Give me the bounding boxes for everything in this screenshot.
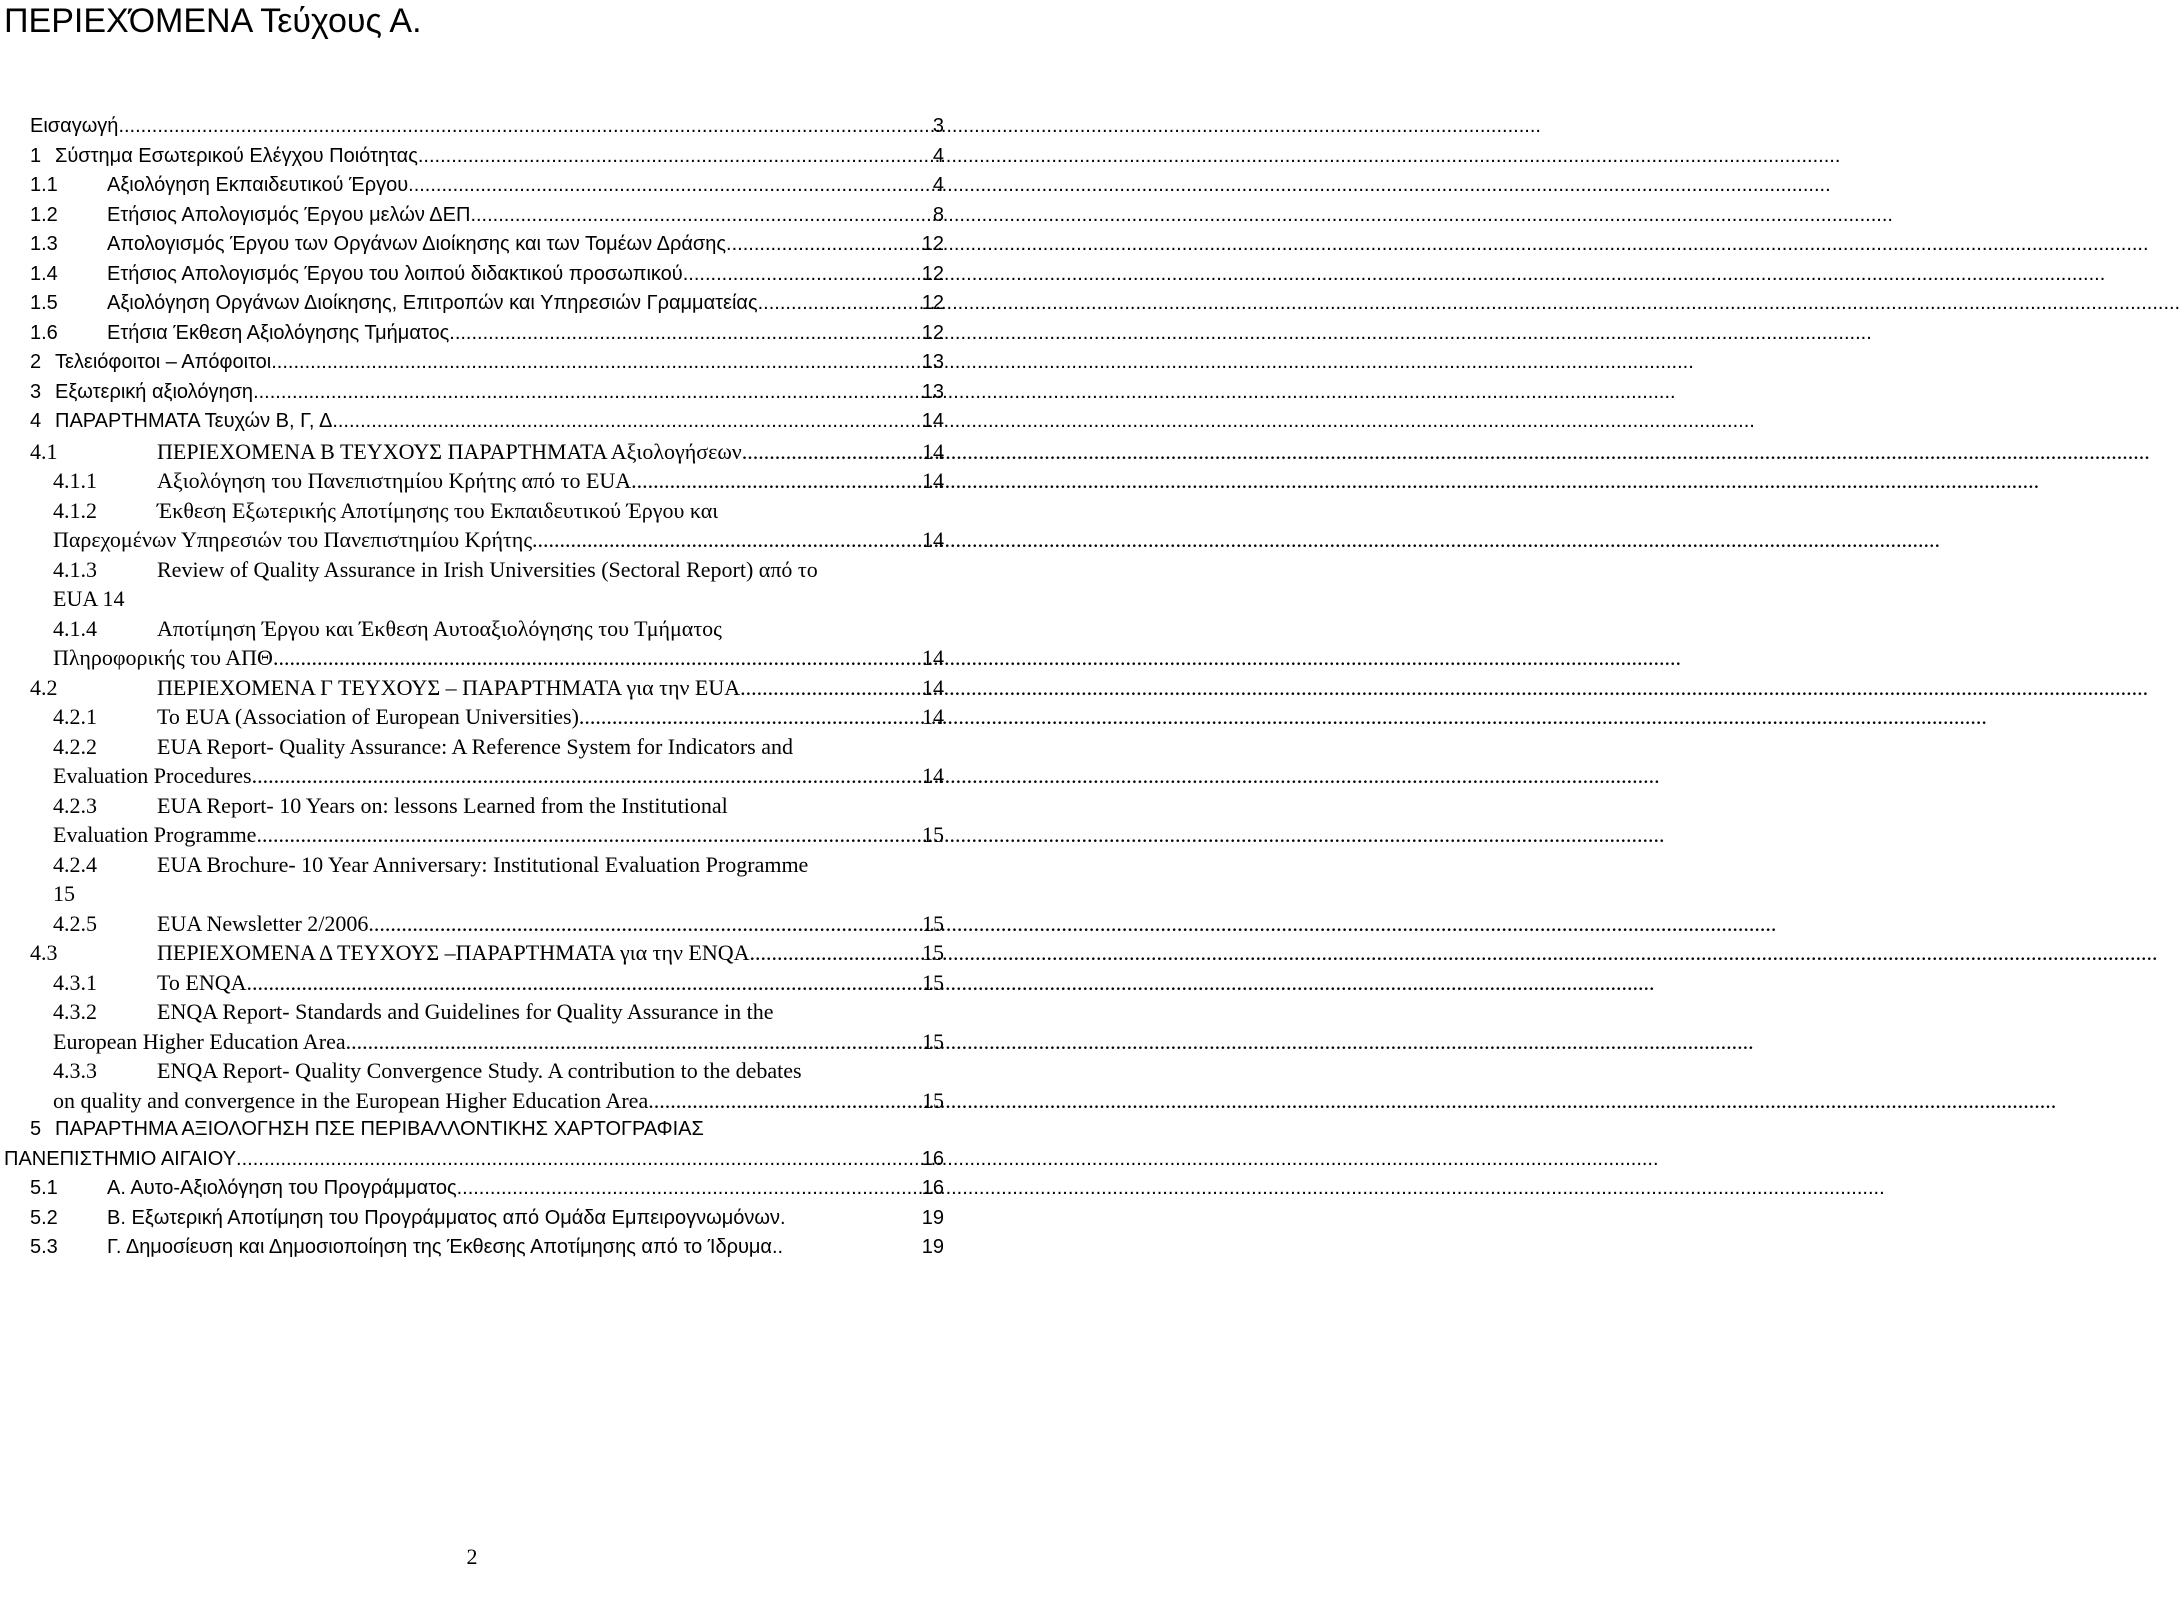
toc-entry-page: 14 xyxy=(922,527,944,552)
toc-dot-leader xyxy=(368,909,920,939)
toc-entry-number: 4.1 xyxy=(30,438,58,464)
toc-dot-leader xyxy=(683,260,920,290)
toc-entry-number: 1.1 xyxy=(30,174,58,196)
toc-entry-title: Γ. Δημοσίευση και Δημοσιοποίηση της Έκθεσης Αποτίμησης από το Ίδρυμα.. xyxy=(107,1236,784,1258)
toc-entry[interactable] xyxy=(0,820,944,850)
toc-entry-title: Review of Quality Assurance in Irish Universities (Sectoral Report) από το xyxy=(157,556,818,582)
toc-dot-leader xyxy=(579,702,920,732)
toc-entry[interactable] xyxy=(0,289,944,319)
toc-dot-leader xyxy=(247,968,920,998)
toc-entry-page: 15 xyxy=(922,940,944,965)
toc-entry-page: 14 xyxy=(922,438,944,464)
toc-dot-leader xyxy=(462,1174,920,1204)
toc-entry[interactable] xyxy=(0,1204,944,1234)
toc-entry-page: 12 xyxy=(921,321,944,344)
toc-entry-page: 14 xyxy=(922,763,944,788)
toc-entry-number: 4.2.1 xyxy=(53,704,97,729)
toc-entry-number: 4.2.3 xyxy=(53,792,97,818)
toc-entry[interactable] xyxy=(0,171,944,201)
toc-entry[interactable] xyxy=(0,1115,944,1145)
toc-entry-page: 19 xyxy=(921,1236,944,1258)
toc-entry-page: 16 xyxy=(921,1177,944,1199)
toc-entry[interactable] xyxy=(0,1174,944,1204)
toc-entry[interactable] xyxy=(0,466,944,496)
toc-entry-title: Απολογισμός Έργου των Οργάνων Διοίκησης και των Τομέων Δράσης xyxy=(107,233,727,255)
toc-entry-number: 4.1.3 xyxy=(53,556,97,582)
toc-entry[interactable] xyxy=(0,1145,944,1175)
toc-entry-number: 1.4 xyxy=(30,262,58,285)
toc-entry-number: 4.3.1 xyxy=(53,969,97,995)
toc-entry-title: Αποτίμηση Έργου και Έκθεση Αυτοαξιολόγησης του Τμήματος xyxy=(157,615,722,641)
toc-entry-number: 1 xyxy=(30,144,42,167)
toc-entry[interactable] xyxy=(0,761,944,791)
toc-entry-title: Τελειόφοιτοι – Απόφοιτοι xyxy=(55,351,272,373)
toc-entry-title: ENQA Report- Standards and Guidelines for Quality Assurance in the xyxy=(157,999,774,1024)
toc-entry-title: ΠΑΝΕΠΙΣΤΗΜΙΟ ΑΙΓΑΙΟΥ xyxy=(4,1147,237,1170)
toc-entry-title: Ετήσια Έκθεση Αξιολόγησης Τμήματος xyxy=(107,321,450,344)
toc-entry-page: 4 xyxy=(932,144,944,167)
toc-entry-number: 4.2 xyxy=(30,674,58,700)
toc-entry[interactable] xyxy=(0,201,944,231)
toc-entry-title: Αξιολόγηση Οργάνων Διοίκησης, Επιτροπών και Υπηρεσιών Γραμματείας xyxy=(107,292,758,314)
toc-entry-page: 12 xyxy=(921,233,944,255)
toc-dot-leader xyxy=(252,761,920,791)
toc-entry[interactable] xyxy=(0,614,944,644)
toc-entry[interactable] xyxy=(0,1027,944,1057)
toc-entry-title: Το ENQA xyxy=(157,969,247,995)
toc-dot-leader xyxy=(758,289,920,319)
toc-entry[interactable] xyxy=(0,850,944,880)
toc-entry-title: ENQA Report- Quality Convergence Study. A contribution to the debates xyxy=(157,1058,802,1083)
toc-entry-title: Ετήσιος Απολογισμός Έργου μελών ΔΕΠ xyxy=(107,203,471,226)
toc-entry-page: 15 xyxy=(922,822,944,847)
toc-entry[interactable] xyxy=(0,112,944,142)
toc-entry-number: 4.1.1 xyxy=(53,468,97,493)
toc-entry-page: 8 xyxy=(932,203,944,226)
toc-entry-number: 1.6 xyxy=(30,321,58,344)
toc-entry-page: 12 xyxy=(921,292,944,314)
toc-entry-number: 4.3.2 xyxy=(53,999,97,1024)
toc-entry-title: Ετήσιος Απολογισμός Έργου του λοιπού διδακτικού προσωπικού xyxy=(107,262,683,285)
toc-entry-number: 5.2 xyxy=(30,1206,58,1229)
toc-dot-leader xyxy=(742,437,920,467)
toc-entry[interactable] xyxy=(0,732,944,762)
toc-entry-number: 4.3 xyxy=(30,940,58,965)
toc-entry-title: ΠΕΡΙΕΧΟΜΕΝΑ Γ ΤΕΥΧΟΥΣ – ΠΑΡΑΡΤΗΜΑΤΑ για την EUA xyxy=(157,674,741,700)
toc-entry-title: EUA 14 xyxy=(53,586,125,611)
toc-entry-title: ΠΕΡΙΕΧΟΜΕΝΑ Δ ΤΕΥΧΟΥΣ –ΠΑΡΑΡΤΗΜΑΤΑ για την ENQA xyxy=(157,940,750,965)
toc-entry[interactable] xyxy=(0,1233,944,1263)
page-number: 2 xyxy=(466,1544,478,1569)
toc-entry-page: 12 xyxy=(921,262,944,285)
toc-entry-number: 2 xyxy=(30,351,42,373)
toc-dot-leader xyxy=(256,820,920,850)
toc-entry-title: Evaluation Procedures xyxy=(53,763,252,788)
toc-dot-leader xyxy=(726,230,920,260)
toc-entry[interactable] xyxy=(0,525,944,555)
toc-entry[interactable] xyxy=(0,437,944,467)
toc-entry-title: Έκθεση Εξωτερικής Αποτίμησης του Εκπαιδευτικού Έργου και xyxy=(157,497,719,523)
toc-dot-leader xyxy=(740,673,920,703)
toc-entry[interactable] xyxy=(0,1056,944,1086)
toc-entry[interactable] xyxy=(0,643,944,673)
toc-entry-title: Β. Εξωτερική Αποτίμηση του Προγράμματος από Ομάδα Εμπειρογνωμόνων. xyxy=(107,1206,786,1229)
toc-entry-title: Evaluation Programme xyxy=(53,822,257,847)
toc-entry-title: Παρεχομένων Υπηρεσιών του Πανεπιστημίου Κρήτης xyxy=(53,527,533,552)
toc-entry-title: Εισαγωγή xyxy=(30,115,119,137)
toc-entry-page: 15 xyxy=(922,910,944,936)
toc-dot-leader xyxy=(118,112,930,142)
toc-entry[interactable] xyxy=(0,378,944,408)
toc-entry-title: EUA Newsletter 2/2006 xyxy=(157,910,369,936)
toc-entry[interactable] xyxy=(0,791,944,821)
toc-entry[interactable] xyxy=(0,702,944,732)
toc-entry-title: EUA Report- 10 Years on: lessons Learned from the Institutional xyxy=(157,792,728,818)
toc-entry[interactable] xyxy=(0,997,944,1027)
toc-entry[interactable] xyxy=(0,909,944,939)
table-of-contents xyxy=(0,112,944,1263)
toc-entry-page: 14 xyxy=(922,645,944,670)
toc-entry-number: 1.2 xyxy=(30,203,58,226)
toc-entry[interactable] xyxy=(0,968,944,998)
toc-entry-title: ΠΕΡΙΕΧΟΜΕΝΑ Β ΤΕΥΧΟΥΣ ΠΑΡΑΡΤΗΜΑΤΑ Αξιολογήσεων xyxy=(157,438,742,464)
toc-dot-leader xyxy=(470,201,930,231)
toc-dot-leader xyxy=(408,171,931,201)
toc-dot-leader xyxy=(253,378,920,408)
toc-entry[interactable] xyxy=(0,230,944,260)
toc-dot-leader xyxy=(631,466,920,496)
toc-entry-page: 15 xyxy=(922,1087,944,1113)
toc-entry-number: 4.1.2 xyxy=(53,497,97,523)
toc-entry-title: Πληροφορικής του ΑΠΘ xyxy=(53,645,273,670)
toc-entry[interactable] xyxy=(0,555,944,585)
toc-entry-number: 3 xyxy=(30,380,42,403)
toc-entry-number: 4.1.4 xyxy=(53,615,97,641)
toc-entry-title: European Higher Education Area xyxy=(53,1028,346,1054)
toc-entry-page: 15 xyxy=(922,969,944,995)
toc-dot-leader xyxy=(449,319,919,349)
toc-entry[interactable] xyxy=(0,584,944,614)
toc-entry[interactable] xyxy=(0,142,944,172)
toc-entry-title: EUA Brochure- 10 Year Anniversary: Institutional Evaluation Programme xyxy=(157,851,809,877)
toc-entry-number: 1.5 xyxy=(30,292,58,314)
toc-entry-page: 14 xyxy=(922,674,944,700)
toc-entry-title: 15 xyxy=(53,881,75,906)
toc-entry-number: 4.2.5 xyxy=(53,910,97,936)
toc-entry[interactable] xyxy=(0,407,944,437)
toc-entry-page: 13 xyxy=(921,380,944,403)
toc-entry-number: 5.3 xyxy=(30,1236,58,1258)
toc-entry-number: 1.3 xyxy=(30,233,58,255)
toc-dot-leader xyxy=(332,407,919,437)
document-page xyxy=(0,0,960,1597)
toc-entry-page: 15 xyxy=(922,1028,944,1054)
toc-entry-page: 14 xyxy=(922,704,944,729)
toc-entry[interactable] xyxy=(0,1086,944,1116)
toc-dot-leader xyxy=(648,1086,920,1116)
toc-entry-title: Το EUA (Association of European Universities) xyxy=(157,704,579,729)
toc-entry-number: 4.2.4 xyxy=(53,851,97,877)
toc-dot-leader xyxy=(273,643,920,673)
toc-entry-page: 14 xyxy=(922,468,944,493)
toc-entry[interactable] xyxy=(0,348,944,378)
toc-dot-leader xyxy=(532,525,920,555)
toc-entry-page: 19 xyxy=(921,1206,944,1229)
toc-entry[interactable] xyxy=(0,319,944,349)
toc-entry[interactable] xyxy=(0,879,944,909)
toc-entry-title: Α. Αυτο-Αξιολόγηση του Προγράμματος. xyxy=(107,1177,463,1199)
toc-dot-leader xyxy=(750,938,920,968)
toc-entry-title: Σύστημα Εσωτερικού Ελέγχου Ποιότητας xyxy=(55,144,418,167)
toc-dot-leader xyxy=(346,1027,920,1057)
toc-entry[interactable] xyxy=(0,938,944,968)
toc-entry-title: ΠΑΡΑΡΤΗΜΑΤΑ Τευχών Β, Γ, Δ xyxy=(55,410,333,432)
toc-entry-page: 14 xyxy=(921,410,944,432)
toc-entry-page: 16 xyxy=(921,1147,944,1170)
toc-entry[interactable] xyxy=(0,260,944,290)
toc-entry[interactable] xyxy=(0,496,944,526)
toc-entry-page: 4 xyxy=(932,174,944,196)
toc-entry-page: 13 xyxy=(921,351,944,373)
page-title: ΠΕΡΙΕΧΌΜΕΝΑ Τεύχους Α. xyxy=(4,2,422,40)
toc-entry[interactable] xyxy=(0,673,944,703)
toc-entry-number: 5 xyxy=(30,1118,42,1140)
toc-entry-title: Εξωτερική αξιολόγηση xyxy=(55,380,254,403)
toc-entry-title: Αξιολόγηση του Πανεπιστημίου Κρήτης από το EUA xyxy=(157,468,632,493)
toc-dot-leader xyxy=(418,142,931,172)
toc-entry-number: 4.3.3 xyxy=(53,1058,97,1083)
toc-entry-title: Αξιολόγηση Εκπαιδευτικού Έργου xyxy=(107,174,409,196)
toc-entry-number: 5.1 xyxy=(30,1177,58,1199)
toc-dot-leader xyxy=(271,348,920,378)
toc-entry-title: EUA Report- Quality Assurance: A Reference System for Indicators and xyxy=(157,733,794,759)
toc-entry-number: 4.2.2 xyxy=(53,733,97,759)
toc-entry-number: 4 xyxy=(30,410,42,432)
toc-entry-title: ΠΑΡΑΡΤΗΜΑ ΑΞΙΟΛΟΓΗΣΗ ΠΣΕ ΠΕΡΙΒΑΛΛΟΝΤΙΚΗΣ ΧΑΡΤΟΓΡΑΦΙΑΣ xyxy=(55,1118,704,1140)
toc-entry-page: 3 xyxy=(932,115,944,137)
toc-dot-leader xyxy=(236,1145,920,1175)
toc-entry-title: on quality and convergence in the European Higher Education Area xyxy=(53,1087,649,1113)
